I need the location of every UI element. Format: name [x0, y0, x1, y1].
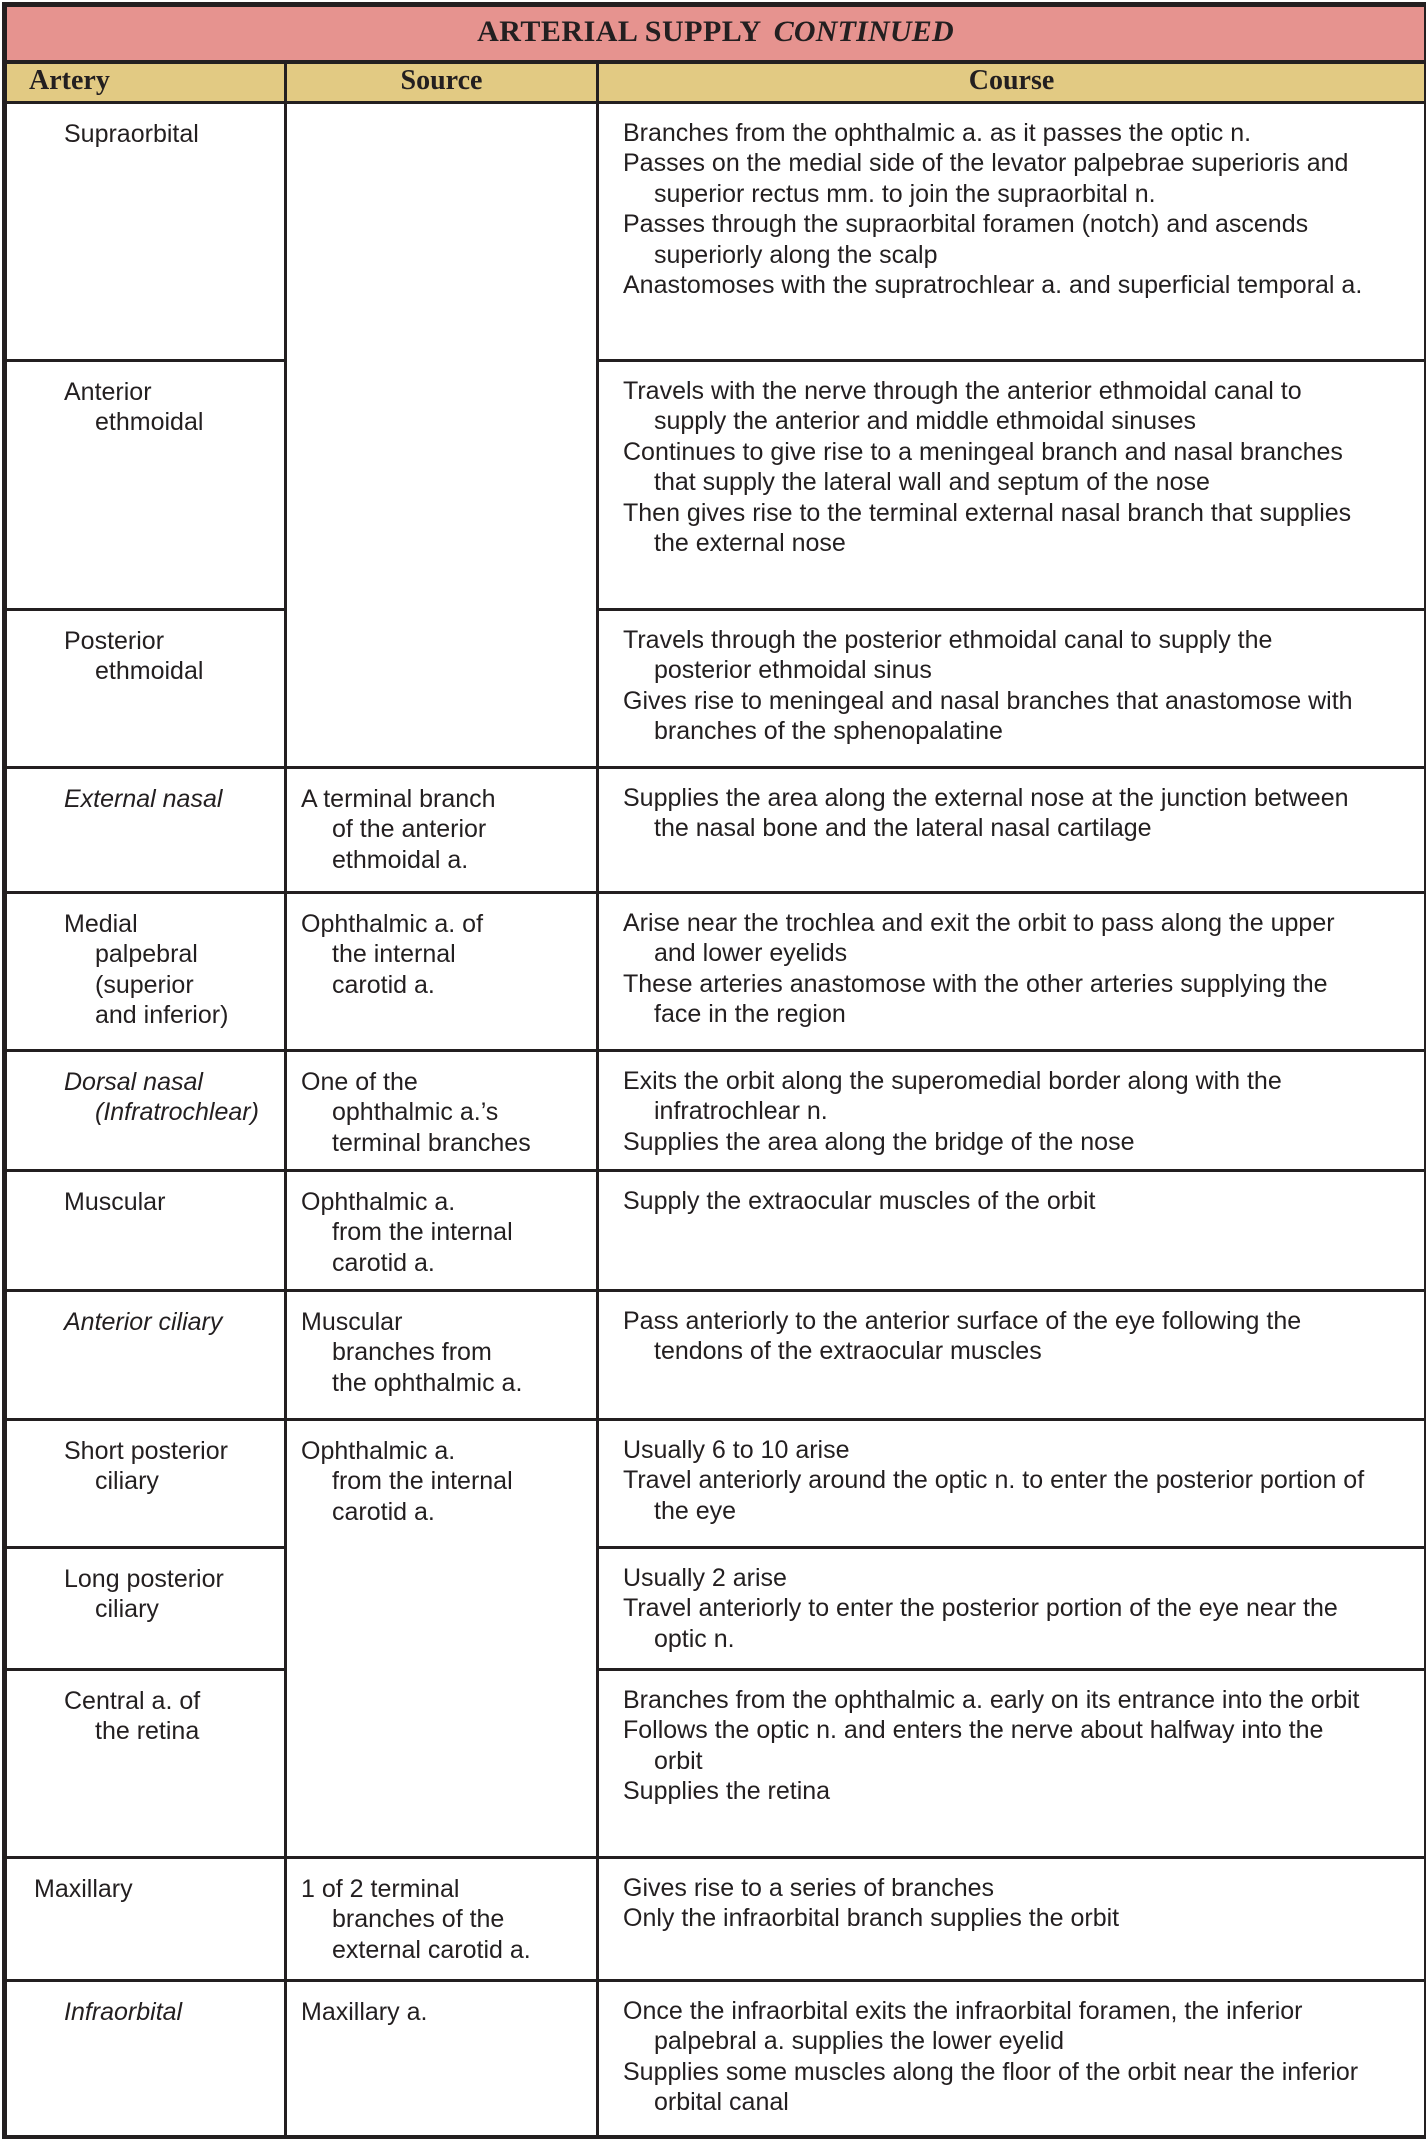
artery-name-line: ciliary [95, 1467, 159, 1495]
source-text-line: carotid a. [332, 1248, 435, 1277]
course-statement: Usually 2 arise [623, 1563, 787, 1592]
source-text-line: terminal branches [332, 1128, 531, 1157]
table-title-main: ARTERIAL SUPPLY [477, 15, 762, 49]
course-cell [598, 1170, 1426, 1290]
artery-cell [5, 1170, 286, 1290]
artery-name-line: Maxillary [34, 1874, 133, 1903]
table-row [5, 1547, 1426, 1669]
source-cell [286, 767, 598, 892]
artery-name-line: Long posterior [64, 1564, 224, 1593]
artery-cell [5, 102, 286, 360]
course-statement: Gives rise to a series of branches [623, 1873, 994, 1902]
artery-cell [5, 1669, 286, 1857]
course-cell [598, 1419, 1426, 1547]
artery-name-line: Medial [64, 909, 138, 938]
course-statement: Follows the optic n. and enters the nerve about halfway into the orbit [623, 1716, 1324, 1775]
source-text-line: ethmoidal a. [332, 845, 469, 874]
course-statement: Supplies some muscles along the floor of the orbit near the inferior orbital canal [623, 2057, 1359, 2116]
source-text-line: external carotid a. [332, 1935, 531, 1964]
course-cell [598, 1857, 1426, 1980]
artery-name-line: External nasal [64, 784, 223, 813]
artery-name-line: Dorsal nasal [64, 1067, 203, 1096]
artery-name-line: (Infratrochlear) [95, 1098, 259, 1126]
artery-cell [5, 1290, 286, 1419]
artery-name-line: (superior [95, 970, 194, 999]
course-statement: Then gives rise to the terminal external nasal branch that supplies the external nose [623, 498, 1352, 557]
source-text-line: branches from [332, 1338, 492, 1366]
table-row [5, 1419, 1426, 1547]
source-text-line: ophthalmic a.’s [332, 1098, 499, 1126]
artery-cell [5, 1547, 286, 1669]
artery-cell [5, 1050, 286, 1170]
column-header-artery: Artery [5, 62, 286, 103]
artery-name-line: the retina [95, 1717, 200, 1745]
course-cell [598, 1669, 1426, 1857]
artery-cell [5, 1857, 286, 1980]
table-title-row [5, 5, 1426, 62]
artery-cell [5, 360, 286, 609]
artery-name-line: ciliary [95, 1595, 159, 1623]
course-statement: Travel anteriorly around the optic n. to enter the posterior portion of the eye [623, 1466, 1365, 1525]
course-cell [598, 892, 1426, 1050]
table-row [5, 102, 1426, 360]
course-statement: Pass anteriorly to the anterior surface of the eye following the tendons of the extraocular muscles [623, 1306, 1302, 1365]
artery-cell [5, 892, 286, 1050]
source-text-line: 1 of 2 terminal [301, 1874, 460, 1903]
artery-cell [5, 767, 286, 892]
table-row [5, 1170, 1426, 1290]
course-statement: Passes on the medial side of the levator palpebrae superioris and superior rectus mm. to join the supraorbital n. [623, 149, 1349, 208]
source-text-line: Ophthalmic a. [301, 1436, 456, 1465]
artery-name-line: Muscular [64, 1187, 166, 1216]
course-cell [598, 1980, 1426, 2137]
table-row [5, 1050, 1426, 1170]
artery-cell [5, 1419, 286, 1547]
artery-name-line: Infraorbital [64, 1997, 183, 2026]
course-cell [598, 609, 1426, 767]
artery-name-line: ethmoidal [95, 657, 204, 685]
course-statement: Travels through the posterior ethmoidal canal to supply the posterior ethmoidal sinus [623, 625, 1273, 684]
artery-name-line: Posterior [64, 626, 165, 655]
course-cell [598, 360, 1426, 609]
course-statement: Supplies the area along the external nose at the junction between the nasal bone and the lateral nasal cartilage [623, 783, 1349, 842]
table-row [5, 1857, 1426, 1980]
course-statement: Anastomoses with the supratrochlear a. and superficial temporal a. [623, 271, 1363, 299]
source-text-line: from the internal [332, 1467, 513, 1495]
table-title-continued: CONTINUED [773, 15, 954, 49]
source-text-line: carotid a. [332, 1497, 435, 1526]
course-statement: Supply the extraocular muscles of the orbit [623, 1186, 1096, 1215]
course-statement: Usually 6 to 10 arise [623, 1435, 850, 1464]
source-cell [286, 1857, 598, 1980]
source-text-line: Ophthalmic a. of [301, 909, 484, 938]
source-cell [286, 1290, 598, 1419]
source-cell [286, 892, 598, 1050]
artery-cell [5, 1980, 286, 2137]
course-statement: Passes through the supraorbital foramen (notch) and ascends superiorly along the scalp [623, 210, 1309, 269]
course-statement: Once the infraorbital exits the infraorbital foramen, the inferior palpebral a. supplies the lower eyelid [623, 1996, 1303, 2055]
source-text-line: One of the [301, 1067, 418, 1096]
source-cell [286, 1419, 598, 1857]
artery-name-line: ethmoidal [95, 408, 204, 436]
source-cell [286, 102, 598, 767]
source-cell [286, 1980, 598, 2137]
course-cell [598, 1050, 1426, 1170]
table-row [5, 360, 1426, 609]
artery-name-line: palpebral [95, 940, 198, 968]
source-text-line: Maxillary a. [301, 1997, 428, 2026]
source-text-line: A terminal branch [301, 784, 496, 813]
artery-name-line: Short posterior [64, 1436, 228, 1465]
course-statement: Exits the orbit along the superomedial border along with the infratrochlear n. [623, 1066, 1282, 1125]
table-title [5, 5, 1426, 62]
source-text-line: from the internal [332, 1218, 513, 1246]
table-row [5, 609, 1426, 767]
course-cell [598, 767, 1426, 892]
source-text-line: Muscular [301, 1307, 403, 1336]
column-header-course: Course [598, 62, 1426, 103]
course-statement: Branches from the ophthalmic a. early on its entrance into the orbit [623, 1685, 1360, 1714]
course-statement: Supplies the retina [623, 1777, 831, 1805]
course-statement: Arise near the trochlea and exit the orbit to pass along the upper and lower eyelids [623, 908, 1335, 967]
course-statement: Gives rise to meningeal and nasal branches that anastomose with branches of the sphenopalatine [623, 686, 1353, 745]
table-row [5, 1669, 1426, 1857]
course-statement: Travel anteriorly to enter the posterior portion of the eye near the optic n. [623, 1594, 1338, 1653]
source-text-line: the internal [332, 940, 456, 968]
table-body [5, 102, 1426, 2137]
artery-name-line: and inferior) [95, 1001, 229, 1029]
course-statement: These arteries anastomose with the other arteries supplying the face in the region [623, 969, 1328, 1028]
table-row [5, 1980, 1426, 2137]
artery-cell [5, 609, 286, 767]
source-cell [286, 1170, 598, 1290]
course-statement: Supplies the area along the bridge of the nose [623, 1127, 1135, 1156]
table-row [5, 767, 1426, 892]
course-cell [598, 102, 1426, 360]
course-statement: Only the infraorbital branch supplies the orbit [623, 1904, 1120, 1932]
artery-name-line: Supraorbital [64, 119, 199, 148]
column-header-source: Source [286, 62, 598, 103]
source-text-line: branches of the [332, 1905, 505, 1933]
table-row [5, 1290, 1426, 1419]
artery-name-line: Central a. of [64, 1686, 201, 1715]
course-statement: Travels with the nerve through the anterior ethmoidal canal to supply the anterior and middle ethmoidal sinuses [623, 376, 1302, 435]
table-row [5, 892, 1426, 1050]
artery-name-line: Anterior [64, 377, 152, 406]
course-statement: Branches from the ophthalmic a. as it passes the optic n. [623, 118, 1252, 147]
column-header-row [5, 62, 1426, 103]
course-cell [598, 1290, 1426, 1419]
source-cell [286, 1050, 598, 1170]
source-text-line: the ophthalmic a. [332, 1368, 523, 1397]
source-text-line: carotid a. [332, 970, 435, 999]
source-text-line: Ophthalmic a. [301, 1187, 456, 1216]
arterial-supply-table [2, 2, 1426, 2139]
course-cell [598, 1547, 1426, 1669]
source-text-line: of the anterior [332, 815, 487, 843]
artery-name-line: Anterior ciliary [64, 1307, 223, 1336]
course-statement: Continues to give rise to a meningeal branch and nasal branches that supply the lateral wall and septum of the nose [623, 437, 1343, 496]
